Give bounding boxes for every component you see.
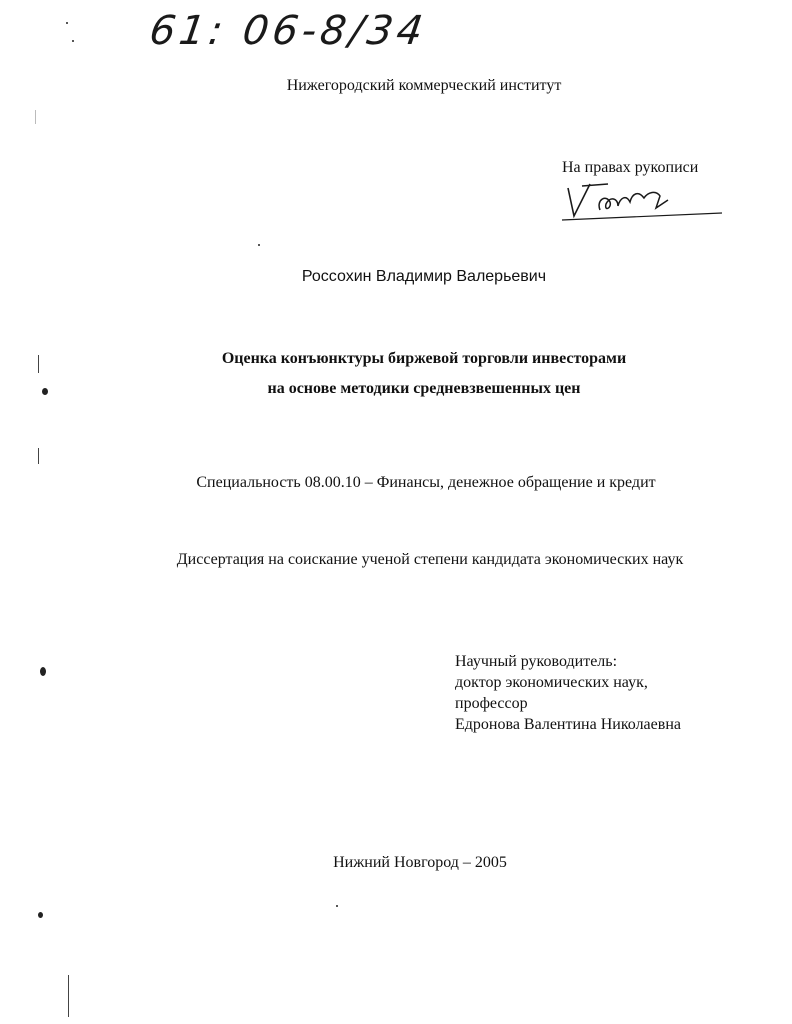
signature-image <box>560 180 725 225</box>
scan-line <box>38 448 39 464</box>
scan-speck <box>40 667 46 676</box>
author-name: Россохин Владимир Валерьевич <box>301 268 547 285</box>
supervisor-degree: доктор экономических наук, <box>455 674 648 691</box>
scan-speck <box>38 912 43 918</box>
manuscript-rights-label: На правах рукописи <box>562 159 699 176</box>
dissertation-title-line-2: на основе методики средневзвешенных цен <box>267 380 581 397</box>
supervisor-heading: Научный руководитель: <box>455 653 618 670</box>
scan-speck <box>72 40 74 42</box>
scan-line <box>38 355 39 373</box>
dissertation-title-line-1: Оценка конъюнктуры биржевой торговли инвесторами <box>221 350 627 367</box>
dissertation-degree-line: Диссертация на соискание ученой степени кандидата экономических наук <box>176 551 684 568</box>
scan-speck <box>258 244 260 246</box>
supervisor-block <box>455 651 681 735</box>
scan-line <box>35 110 36 124</box>
scan-line <box>68 975 69 1017</box>
institute-name: Нижегородский коммерческий институт <box>286 77 562 94</box>
supervisor-title: профессор <box>455 695 528 712</box>
scan-speck <box>42 388 48 395</box>
supervisor-name: Едронова Валентина Николаевна <box>455 716 681 733</box>
city-year: Нижний Новгород – 2005 <box>333 854 507 871</box>
scan-speck <box>336 905 338 907</box>
handwritten-archive-number: 61: 06-8/34 <box>146 8 430 54</box>
scan-speck <box>66 22 68 24</box>
specialty-line: Специальность 08.00.10 – Финансы, денежное обращение и кредит <box>196 474 656 491</box>
